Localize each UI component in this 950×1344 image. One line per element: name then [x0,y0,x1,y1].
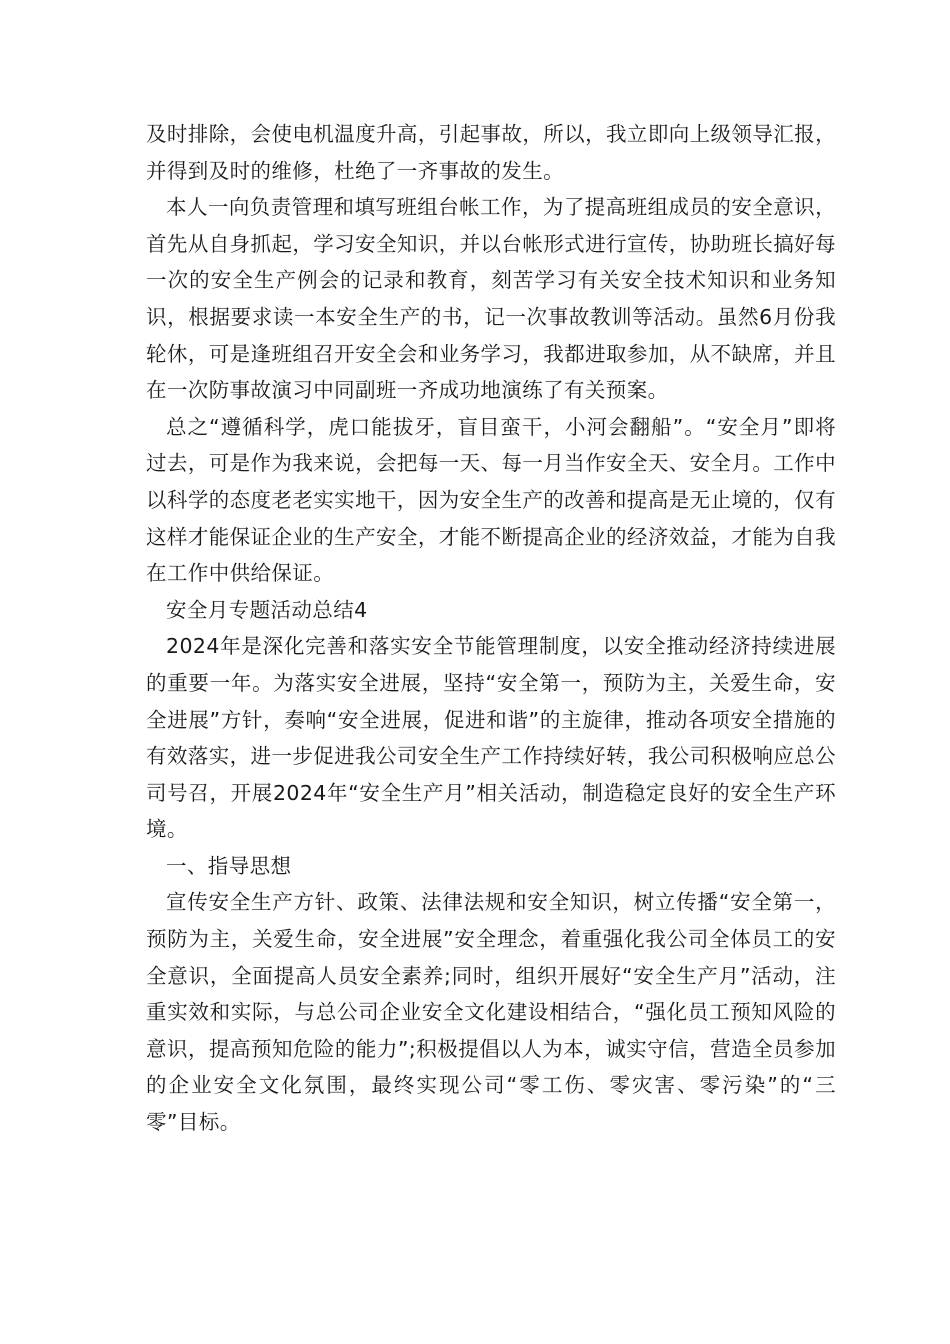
paragraph: 2024年是深化完善和落实安全节能管理制度，以安全推动经济持续进展的重要一年。为落实安全进展，坚持“安全第一，预防为主，关爱生命，安全进展”方针，奏响“安全进展，促进和谐”的主旋律，推动各项安全措施的有效落实，进一步促进我公司安全生产工作持续好转，我公司积极响应总公司号召，开展2024年“安全生产月”相关活动，制造稳定良好的安全生产环境。 [146,634,836,842]
document-body [146,116,836,1141]
paragraph: 总之“遵循科学，虎口能拔牙，盲目蛮干，小河会翻船”。“安全月”即将过去，可是作为我来说，会把每一天、每一月当作安全天、安全月。工作中以科学的态度老老实实地干，因为安全生产的改善和提高是无止境的，仅有这样才能保证企业的生产安全，才能不断提高企业的经济效益，才能为自我在工作中供给保证。 [146,414,836,586]
section-heading: 一、指导思想 [166,853,292,878]
paragraph: 及时排除，会使电机温度升高，引起事故，所以，我立即向上级领导汇报，并得到及时的维修，杜绝了一齐事故的发生。 [146,122,836,183]
paragraph: 宣传安全生产方针、政策、法律法规和安全知识，树立传播“安全第一，预防为主，关爱生命，安全进展”安全理念，着重强化我公司全体员工的安全意识，全面提高人员安全素养;同时，组织开展好“安全生产月”活动，注重实效和实际，与总公司企业安全文化建设相结合，“强化员工预知风险的意识，提高预知危险的能力”;积极提倡以人为本，诚实守信，营造全员参加的企业安全文化氛围，最终实现公司“零工伤、零灾害、零污染”的“三零”目标。 [146,890,836,1135]
paragraph: 本人一向负责管理和填写班组台帐工作，为了提高班组成员的安全意识，首先从自身抓起，学习安全知识，并以台帐形式进行宣传，协助班长搞好每一次的安全生产例会的记录和教育，刻苦学习有关安全技术知识和业务知识，根据要求读一本安全生产的书，记一次事故教训等活动。虽然6月份我轮休，可是逢班组召开安全会和业务学习，我都进取参加，从不缺席，并且在一次防事故演习中同副班一齐成功地演练了有关预案。 [146,195,836,403]
section-heading: 安全月专题活动总结4 [166,597,368,622]
